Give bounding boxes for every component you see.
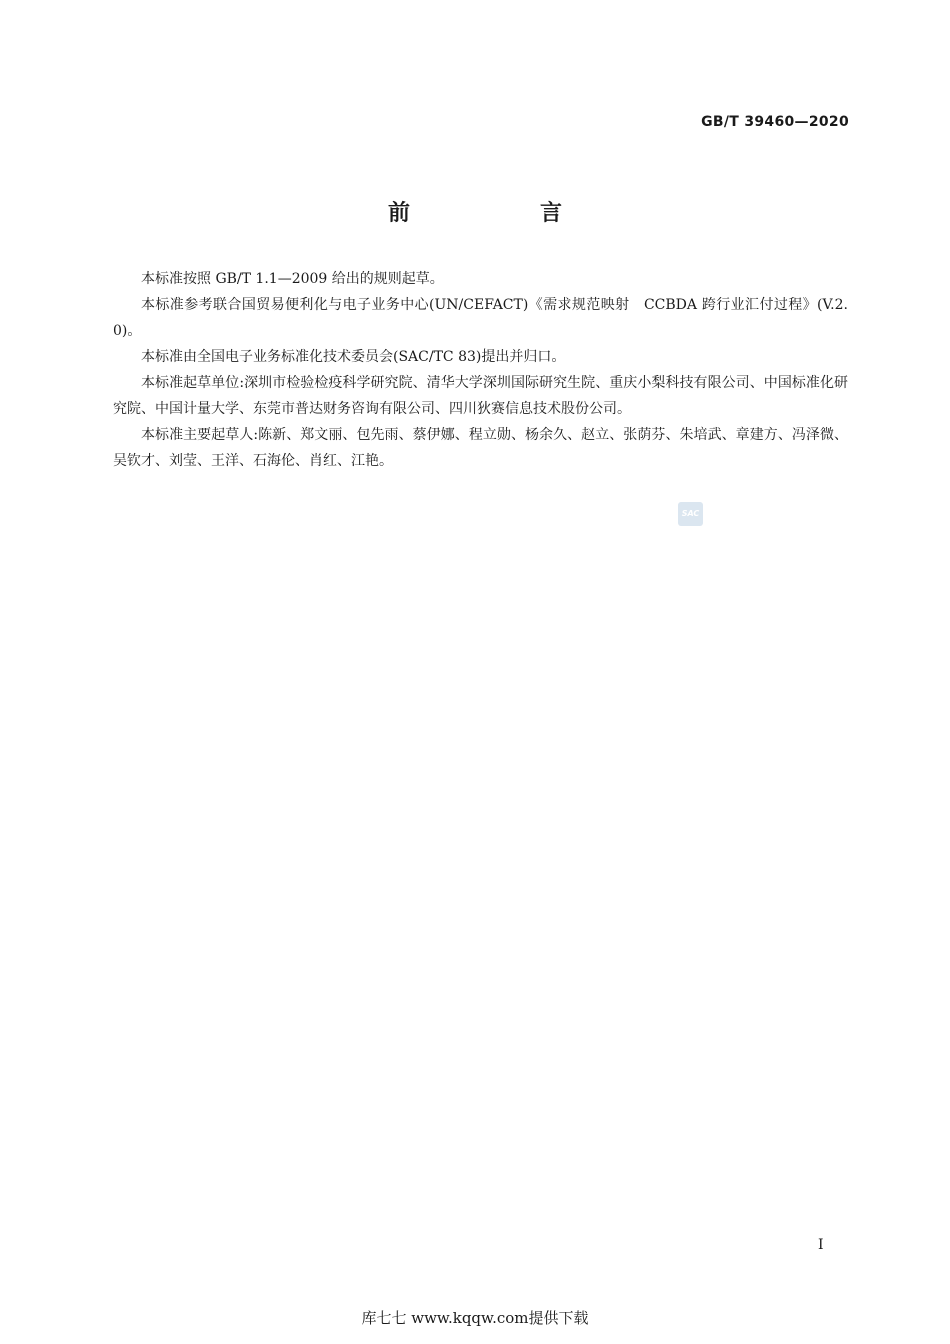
paragraph-drafters: 本标准主要起草人:陈新、郑文丽、包先雨、蔡伊娜、程立勋、杨余久、赵立、张荫芬、朱培武、章建方、冯泽微、吴钦才、刘莹、王洋、石海伦、肖红、江艳。 <box>113 427 848 469</box>
standard-code: GB/T 39460—2020 <box>701 114 849 130</box>
paragraph-drafting-units: 本标准起草单位:深圳市检验检疫科学研究院、清华大学深圳国际研究生院、重庆小梨科技有限公司、中国标准化研究院、中国计量大学、东莞市普达财务咨询有限公司、四川狄赛信息技术股份公司。 <box>113 375 848 417</box>
paragraph-proposer: 本标准由全国电子业务标准化技术委员会(SAC/TC 83)提出并归口。 <box>141 349 566 365</box>
preface-body <box>113 266 848 474</box>
page-title: 前 言 <box>387 201 616 226</box>
sac-watermark-logo: SAC <box>678 502 703 526</box>
download-footer: 库七七 www.kqqw.com提供下载 <box>361 1309 589 1327</box>
paragraph-reference: 本标准参考联合国贸易便利化与电子业务中心(UN/CEFACT)《需求规范映射 CCBDA 跨行业汇付过程》(V.2.0)。 <box>113 297 848 339</box>
paragraph-drafting-rules: 本标准按照 GB/T 1.1—2009 给出的规则起草。 <box>141 271 444 287</box>
page-number: I <box>818 1237 824 1253</box>
